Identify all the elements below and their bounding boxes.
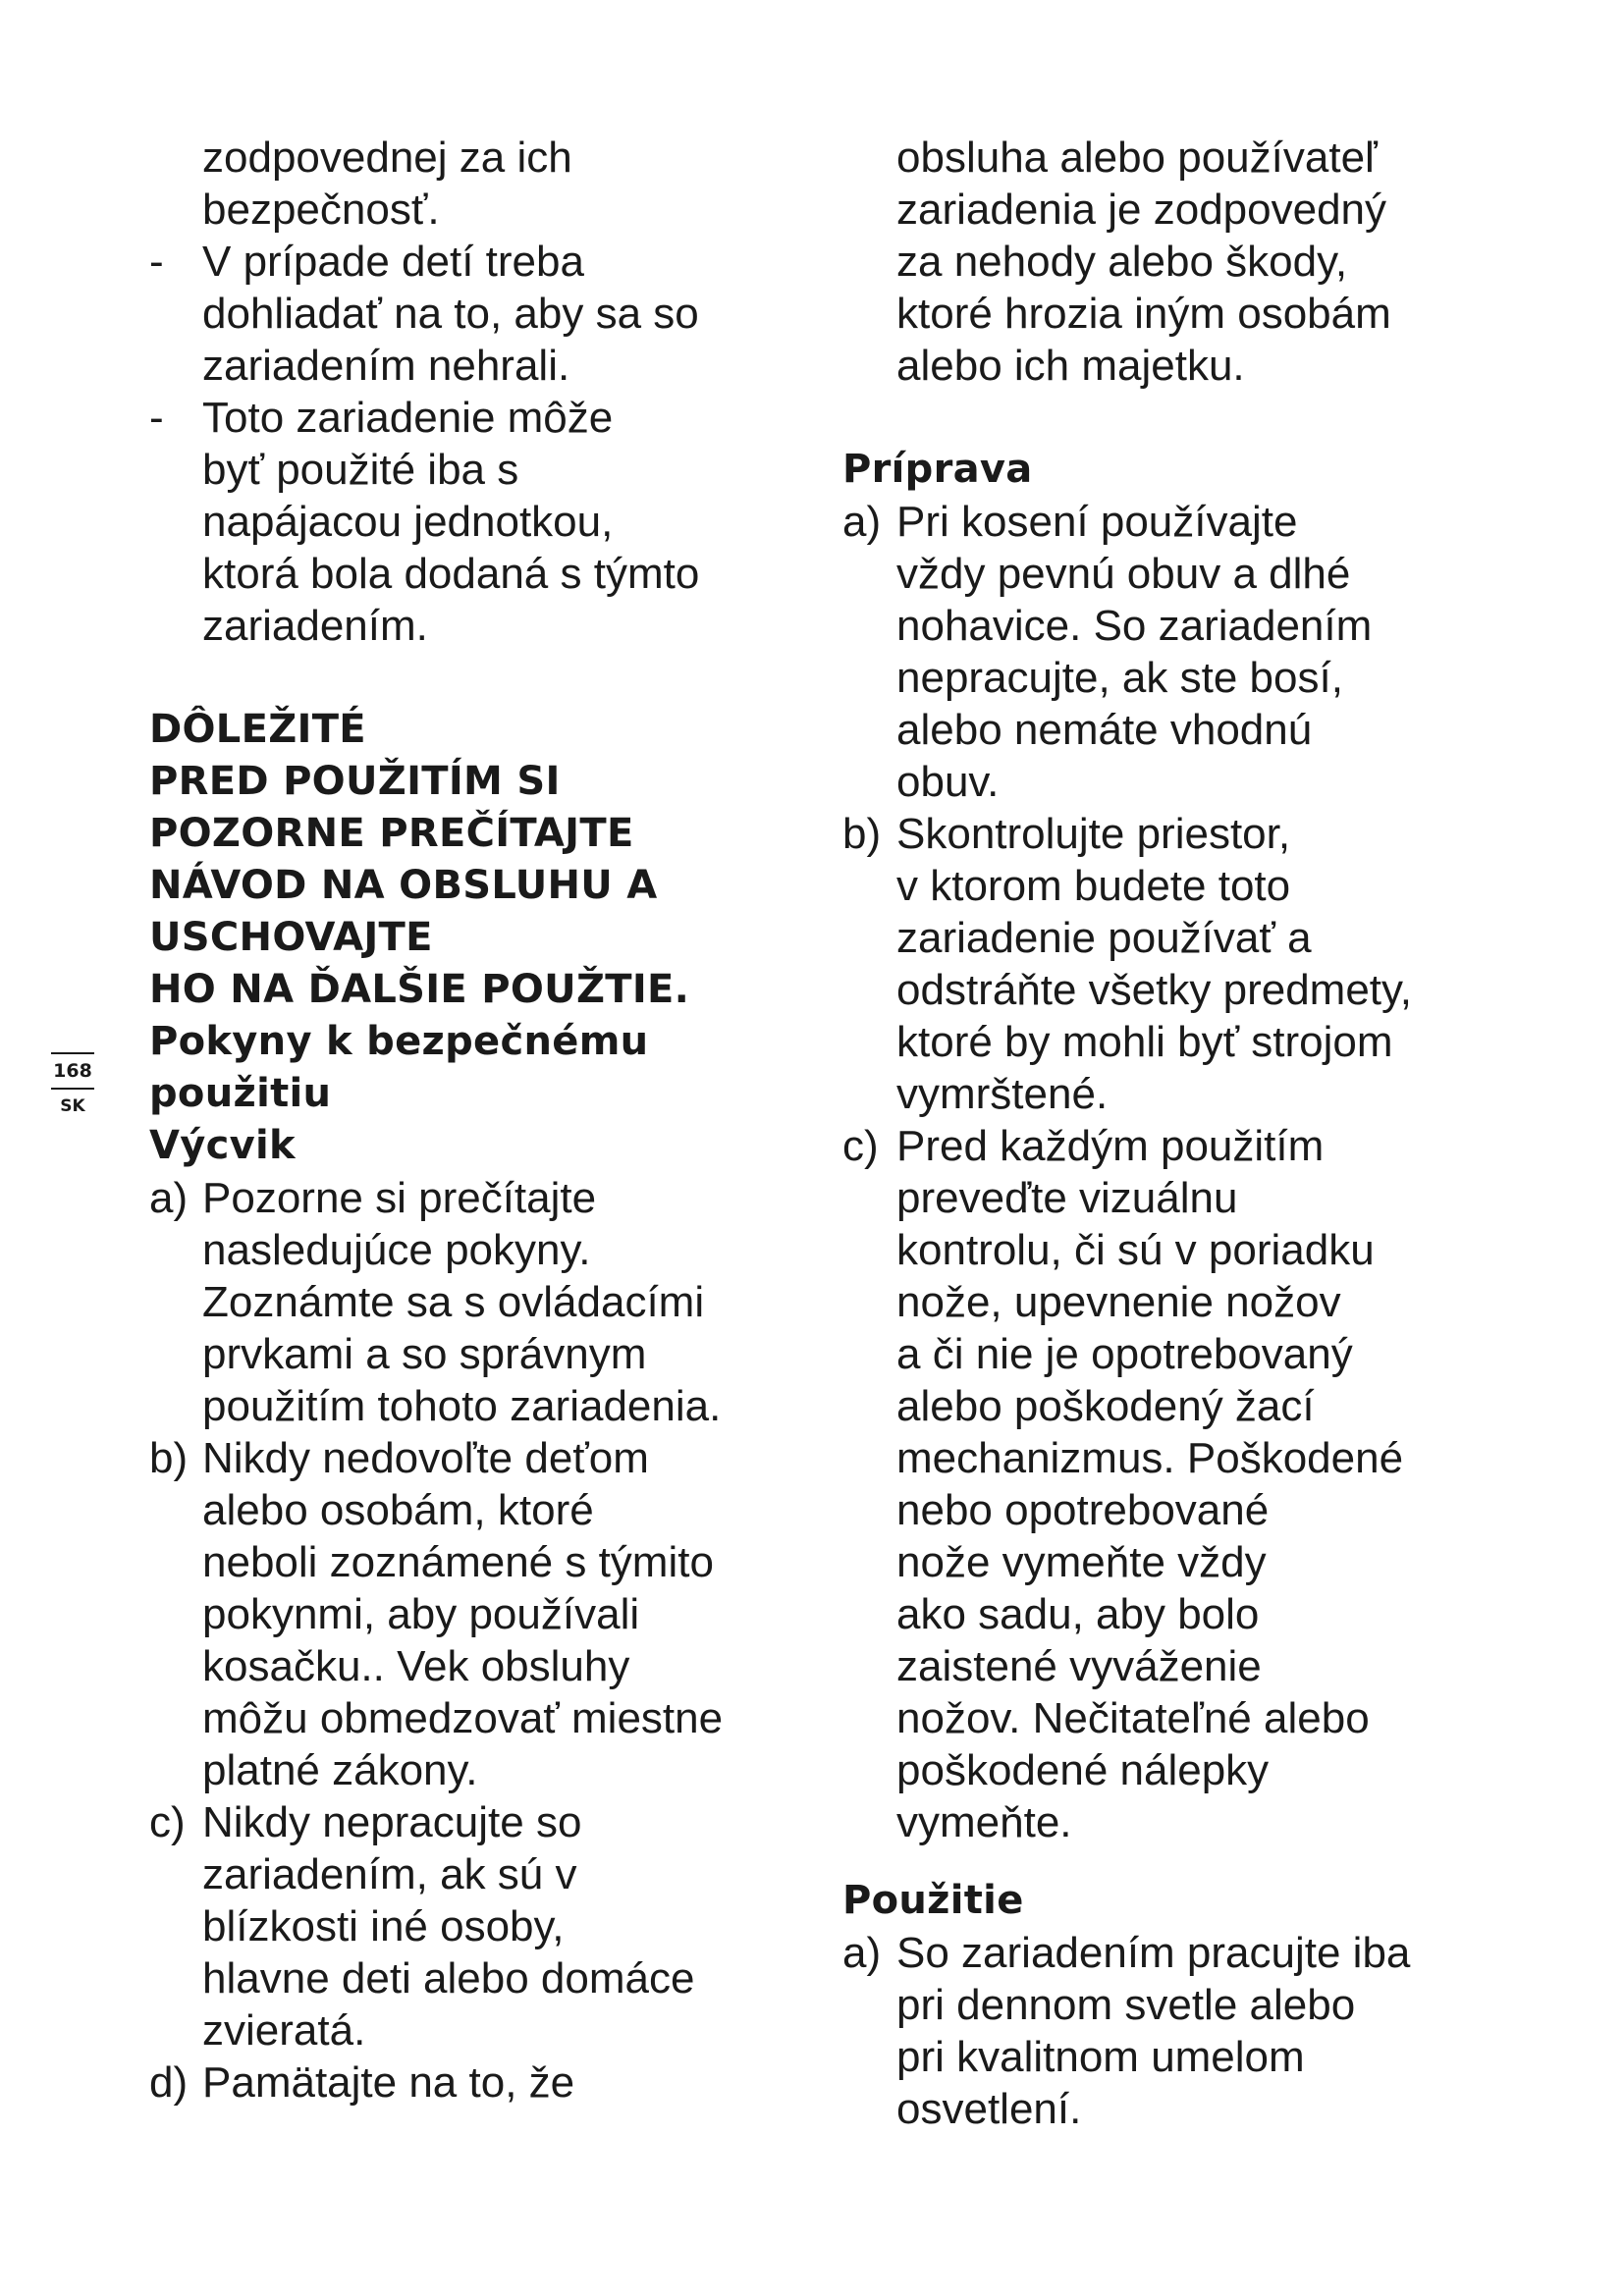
text-line: ktorá bola dodaná s týmto (202, 550, 700, 598)
warning-line: NÁVOD NA OBSLUHU A (149, 863, 658, 908)
text-line: napájacou jednotkou, (202, 498, 614, 546)
text-line: nohavice. So zariadením (896, 602, 1373, 650)
text-line: zariadením nehrali. (202, 342, 570, 390)
text-line: poškodené nálepky (896, 1746, 1270, 1794)
language-code: SK (60, 1096, 85, 1116)
text-line: vždy pevnú obuv a dlhé (896, 550, 1351, 598)
text-line: hlavne deti alebo domáce (202, 1954, 695, 2002)
list-item (842, 1120, 1530, 1848)
item-label: c) (842, 1122, 879, 1170)
text-line: alebo osobám, ktoré (202, 1486, 594, 1534)
text-line: v ktorom budete toto (896, 862, 1291, 910)
text-line: obsluha alebo používateľ (896, 133, 1378, 182)
heading-line: Pokyny k bezpečnému (149, 1019, 649, 1064)
text-line: alebo poškodený žací (896, 1382, 1315, 1430)
text-line: Zoznámte sa s ovládacími (202, 1278, 705, 1326)
text-line: Pred každým použitím (896, 1122, 1325, 1170)
text-line: blízkosti iné osoby, (202, 1902, 565, 1950)
text-line: zodpovednej za ich (202, 133, 572, 182)
text-line: neboli zoznámené s týmito (202, 1538, 714, 1586)
preparation-heading: Príprava (842, 447, 1033, 492)
list-item (149, 1432, 817, 1796)
text-line: ktoré hrozia iným osobám (896, 290, 1391, 338)
item-label: b) (842, 810, 882, 858)
text-line: alebo ich majetku. (896, 342, 1245, 390)
text-line: So zariadením pracujte iba (896, 1929, 1411, 1977)
text-line: alebo nemáte vhodnú (896, 706, 1313, 754)
text-line: Skontrolujte priestor, (896, 810, 1291, 858)
text-line: za nehody alebo škody, (896, 238, 1348, 286)
text-line: nože, upevnenie nožov (896, 1278, 1341, 1326)
text-line: ktoré by mohli byť strojom (896, 1018, 1393, 1066)
text-line: Nikdy nepracujte so (202, 1798, 582, 1846)
text-line: Pamätajte na to, že (202, 2058, 575, 2107)
list-item (149, 2056, 817, 2109)
text-line: zariadením, ak sú v (202, 1850, 577, 1898)
item-label: a) (842, 498, 882, 546)
text-line: Pri kosení používajte (896, 498, 1298, 546)
bullet-marker: - (149, 394, 164, 442)
section-heading (149, 1016, 817, 1172)
item-label: a) (149, 1174, 189, 1222)
text-line: mechanizmus. Poškodené (896, 1434, 1404, 1482)
text-line: obuv. (896, 758, 1000, 806)
text-line: zariadenie používať a (896, 914, 1312, 962)
text-line: použitím tohoto zariadenia. (202, 1382, 722, 1430)
text-line: zariadenia je zodpovedný (896, 186, 1387, 234)
text-line: dohliadať na to, aby sa so (202, 290, 699, 338)
important-warning (149, 704, 817, 1016)
list-item (842, 1927, 1530, 2135)
subsection-heading: Výcvik (149, 1123, 296, 1168)
text-line: a či nie je opotrebovaný (896, 1330, 1353, 1378)
text-line: Nikdy nedovoľte deťom (202, 1434, 649, 1482)
item-label: b) (149, 1434, 189, 1482)
list-item (149, 1796, 817, 2056)
heading-line: použitiu (149, 1071, 332, 1116)
text-line: vymeňte. (896, 1798, 1072, 1846)
text-line: preveďte vizuálnu (896, 1174, 1238, 1222)
text-line: prvkami a so správnym (202, 1330, 647, 1378)
text-line: vymrštené. (896, 1070, 1109, 1118)
warning-line: HO NA ĎALŠIE POUŽTIE. (149, 967, 690, 1012)
text-line: nasledujúce pokyny. (202, 1226, 591, 1274)
bullet-item (149, 392, 817, 652)
text-line: môžu obmedzovať miestne (202, 1694, 724, 1742)
text-line: kosačku.. Vek obsluhy (202, 1642, 630, 1690)
text-line: odstráňte všetky predmety, (896, 966, 1412, 1014)
text-line: nepracujte, ak ste bosí, (896, 654, 1343, 702)
text-line: pri kvalitnom umelom (896, 2033, 1305, 2081)
text-line: zariadením. (202, 602, 428, 650)
warning-line: DÔLEŽITÉ (149, 707, 366, 752)
text-line: byť použité iba s (202, 446, 519, 494)
left-column (149, 132, 817, 2109)
continuation-text (842, 132, 1530, 392)
text-line: bezpečnosť. (202, 186, 440, 234)
text-line: pokynmi, aby používali (202, 1590, 640, 1638)
bullet-item (149, 236, 817, 392)
text-line: zaistené vyváženie (896, 1642, 1262, 1690)
warning-line: USCHOVAJTE (149, 915, 433, 960)
text-line: kontrolu, či sú v poriadku (896, 1226, 1375, 1274)
text-line: nože vymeňte vždy (896, 1538, 1267, 1586)
text-line: V prípade detí treba (202, 238, 584, 286)
list-item (149, 1172, 817, 1432)
warning-line: PRED POUŽITÍM SI (149, 759, 561, 804)
bullet-marker: - (149, 238, 164, 286)
list-item (842, 496, 1530, 808)
text-line: platné zákony. (202, 1746, 478, 1794)
text-line: nebo opotrebované (896, 1486, 1270, 1534)
item-label: d) (149, 2058, 189, 2107)
page-tab (51, 1052, 94, 1123)
warning-line: POZORNE PREČÍTAJTE (149, 811, 634, 856)
text-line: zvieratá. (202, 2006, 366, 2055)
text-line: Pozorne si prečítajte (202, 1174, 597, 1222)
text-line: nožov. Nečitateľné alebo (896, 1694, 1370, 1742)
item-label: a) (842, 1929, 882, 1977)
use-heading: Použitie (842, 1878, 1024, 1923)
page-number: 168 (53, 1060, 92, 1082)
text-line: ako sadu, aby bolo (896, 1590, 1260, 1638)
item-label: c) (149, 1798, 186, 1846)
text-line: Toto zariadenie môže (202, 394, 614, 442)
intro-text (149, 132, 817, 236)
text-line: pri dennom svetle alebo (896, 1981, 1356, 2029)
list-item (842, 808, 1530, 1120)
text-line: osvetlení. (896, 2085, 1082, 2133)
right-column (842, 132, 1530, 2135)
